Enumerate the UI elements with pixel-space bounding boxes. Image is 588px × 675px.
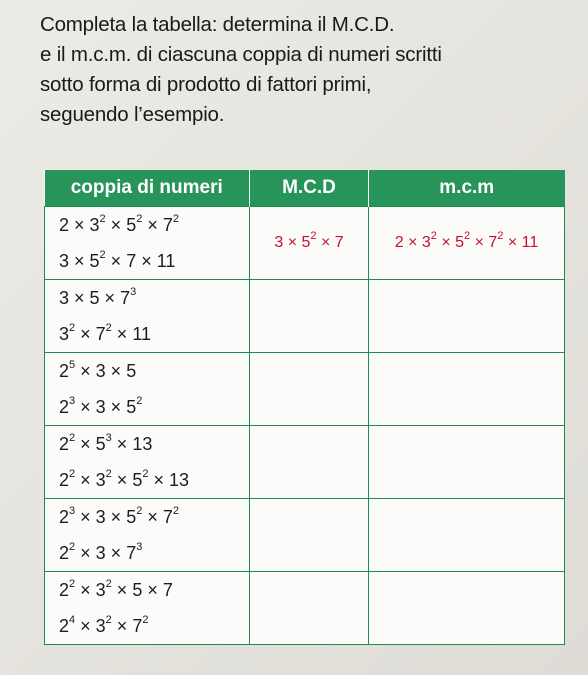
factor-base: 5 <box>301 234 311 251</box>
factor-exponent: 2 <box>136 213 143 225</box>
times-operator: × <box>75 361 96 381</box>
factor-exponent: 2 <box>497 229 504 242</box>
factor-base: 2 <box>59 470 70 490</box>
factor-exponent: 5 <box>69 359 76 371</box>
table-row <box>45 499 565 572</box>
factor-exponent: 2 <box>172 505 179 517</box>
mcd-cell[interactable] <box>250 572 369 645</box>
factorization <box>59 499 249 535</box>
factor-base: 3 <box>59 251 70 271</box>
factor-base: 3 <box>95 616 106 636</box>
factorization <box>59 316 249 352</box>
mcd-cell[interactable] <box>250 353 369 426</box>
factor-base: 5 <box>132 470 143 490</box>
factor-exponent: 2 <box>464 229 471 242</box>
mcd-cell[interactable] <box>250 207 369 280</box>
factor-base: 5 <box>126 397 137 417</box>
factor-base: 2 <box>59 397 70 417</box>
times-operator: × <box>111 580 133 600</box>
factor-base: 3 <box>95 543 106 563</box>
factor-base: 3 <box>89 215 100 235</box>
factor-base: 5 <box>126 507 137 527</box>
factor-base: 3 <box>59 324 70 344</box>
table-row <box>45 572 565 645</box>
factor-exponent: 2 <box>136 395 143 407</box>
mcm-cell[interactable] <box>369 426 565 499</box>
number-pair-cell <box>45 572 250 645</box>
times-operator: × <box>136 251 157 271</box>
instruction-line: seguendo l’esempio. <box>40 103 225 126</box>
factor-exponent: 2 <box>310 229 317 242</box>
times-operator: × <box>69 251 90 271</box>
factor-exponent: 2 <box>69 322 76 334</box>
factorization <box>59 572 249 608</box>
factor-base: 5 <box>132 580 143 600</box>
factor-base: 7 <box>488 234 498 251</box>
times-operator: × <box>105 397 127 417</box>
factor-exponent: 2 <box>99 213 106 225</box>
instructions <box>40 10 560 130</box>
factor-base: 2 <box>59 616 70 636</box>
factor-base: 7 <box>132 616 143 636</box>
factor-exponent: 2 <box>172 213 179 225</box>
times-operator: × <box>105 543 127 563</box>
factor-base: 3 <box>95 361 106 381</box>
times-operator: × <box>69 215 90 235</box>
factorization <box>59 426 249 462</box>
factor-base: 5 <box>126 215 137 235</box>
table-row <box>45 426 565 499</box>
header-mcd: M.C.D <box>250 170 369 207</box>
table-row <box>45 207 565 280</box>
number-pair-cell <box>45 207 250 280</box>
factor-exponent: 3 <box>136 541 143 553</box>
times-operator: × <box>105 251 127 271</box>
times-operator: × <box>105 361 127 381</box>
factor-base: 7 <box>126 251 137 271</box>
factor-base: 7 <box>334 234 344 251</box>
times-operator: × <box>75 470 96 490</box>
times-operator: × <box>283 234 302 251</box>
factor-exponent: 4 <box>69 614 76 626</box>
factor-base: 2 <box>59 434 70 454</box>
factor-exponent: 2 <box>105 322 112 334</box>
factor-exponent: 2 <box>430 229 437 242</box>
factor-base: 3 <box>421 234 431 251</box>
factor-exponent: 2 <box>105 578 112 590</box>
factor-base: 3 <box>95 507 106 527</box>
factor-base: 3 <box>95 580 106 600</box>
factorization <box>59 535 249 571</box>
factor-exponent: 3 <box>69 505 76 517</box>
table-row <box>45 280 565 353</box>
factor-exponent: 2 <box>99 249 106 261</box>
factor-base: 3 <box>274 234 284 251</box>
factorization <box>59 353 249 389</box>
times-operator: × <box>111 324 133 344</box>
factorization <box>59 207 249 243</box>
factor-base: 7 <box>162 215 173 235</box>
factorization <box>59 608 249 644</box>
factor-base: 11 <box>521 234 539 251</box>
times-operator: × <box>99 288 121 308</box>
header-pair: coppia di numeri <box>45 170 250 207</box>
factor-base: 7 <box>162 580 173 600</box>
factor-base: 2 <box>59 507 70 527</box>
factor-exponent: 2 <box>105 468 112 480</box>
number-pair-cell <box>45 499 250 572</box>
factor-base: 3 <box>95 397 106 417</box>
factor-exponent: 2 <box>69 468 76 480</box>
factor-exponent: 2 <box>142 468 149 480</box>
factorization <box>59 280 249 316</box>
factor-base: 7 <box>162 507 173 527</box>
factor-exponent: 2 <box>69 578 76 590</box>
times-operator: × <box>142 215 163 235</box>
factor-base: 7 <box>95 324 106 344</box>
times-operator: × <box>503 234 522 251</box>
times-operator: × <box>75 397 96 417</box>
times-operator: × <box>75 507 96 527</box>
times-operator: × <box>142 507 163 527</box>
factorization <box>59 243 249 279</box>
factor-base: 2 <box>59 215 70 235</box>
times-operator: × <box>75 616 96 636</box>
times-operator: × <box>142 580 163 600</box>
times-operator: × <box>111 470 133 490</box>
mcd-cell[interactable] <box>250 499 369 572</box>
factor-exponent: 2 <box>142 614 149 626</box>
factor-base: 3 <box>95 470 106 490</box>
factor-base: 13 <box>168 470 189 490</box>
times-operator: × <box>75 434 96 454</box>
factorization <box>59 462 249 498</box>
times-operator: × <box>75 543 96 563</box>
header-mcm: m.c.m <box>369 170 565 207</box>
mcm-answer <box>394 229 539 251</box>
mcd-cell[interactable] <box>250 426 369 499</box>
mcm-cell[interactable] <box>369 353 565 426</box>
table-row <box>45 353 565 426</box>
factor-base: 2 <box>394 234 404 251</box>
factor-exponent: 2 <box>69 541 76 553</box>
times-operator: × <box>105 507 127 527</box>
factor-base: 5 <box>89 251 100 271</box>
mcm-cell[interactable] <box>369 280 565 353</box>
mcm-cell[interactable] <box>369 572 565 645</box>
table-header-row <box>45 170 565 207</box>
times-operator: × <box>403 234 422 251</box>
times-operator: × <box>111 434 133 454</box>
factorization <box>59 389 249 425</box>
mcm-cell[interactable] <box>369 207 565 280</box>
factor-exponent: 2 <box>136 505 143 517</box>
factor-base: 5 <box>455 234 465 251</box>
factor-base: 2 <box>59 543 70 563</box>
number-pair-cell <box>45 353 250 426</box>
times-operator: × <box>470 234 489 251</box>
times-operator: × <box>75 580 96 600</box>
times-operator: × <box>105 215 127 235</box>
exercise-table <box>44 170 565 645</box>
instruction-line: sotto forma di prodotto di fattori primi, <box>40 73 372 96</box>
factor-base: 5 <box>95 434 106 454</box>
number-pair-cell <box>45 426 250 499</box>
factor-base: 2 <box>59 580 70 600</box>
factor-base: 13 <box>132 434 153 454</box>
times-operator: × <box>316 234 335 251</box>
mcm-cell[interactable] <box>369 499 565 572</box>
times-operator: × <box>69 288 90 308</box>
mcd-cell[interactable] <box>250 280 369 353</box>
factor-base: 2 <box>59 361 70 381</box>
factor-base: 7 <box>120 288 131 308</box>
factor-base: 11 <box>156 251 176 271</box>
factor-base: 11 <box>132 324 151 344</box>
mcd-answer <box>274 229 344 251</box>
factor-exponent: 2 <box>69 432 76 444</box>
factor-exponent: 2 <box>105 614 112 626</box>
times-operator: × <box>436 234 456 251</box>
factor-exponent: 3 <box>130 286 137 298</box>
factor-exponent: 3 <box>69 395 76 407</box>
factor-base: 7 <box>126 543 137 563</box>
factor-base: 5 <box>89 288 100 308</box>
factor-base: 5 <box>126 361 137 381</box>
factor-exponent: 3 <box>105 432 112 444</box>
number-pair-cell <box>45 280 250 353</box>
factor-base: 3 <box>59 288 70 308</box>
instruction-line: Completa la tabella: determina il M.C.D. <box>40 13 395 36</box>
times-operator: × <box>111 616 133 636</box>
instruction-line: e il m.c.m. di ciascuna coppia di numeri scritti <box>40 43 442 66</box>
times-operator: × <box>75 324 96 344</box>
times-operator: × <box>148 470 169 490</box>
